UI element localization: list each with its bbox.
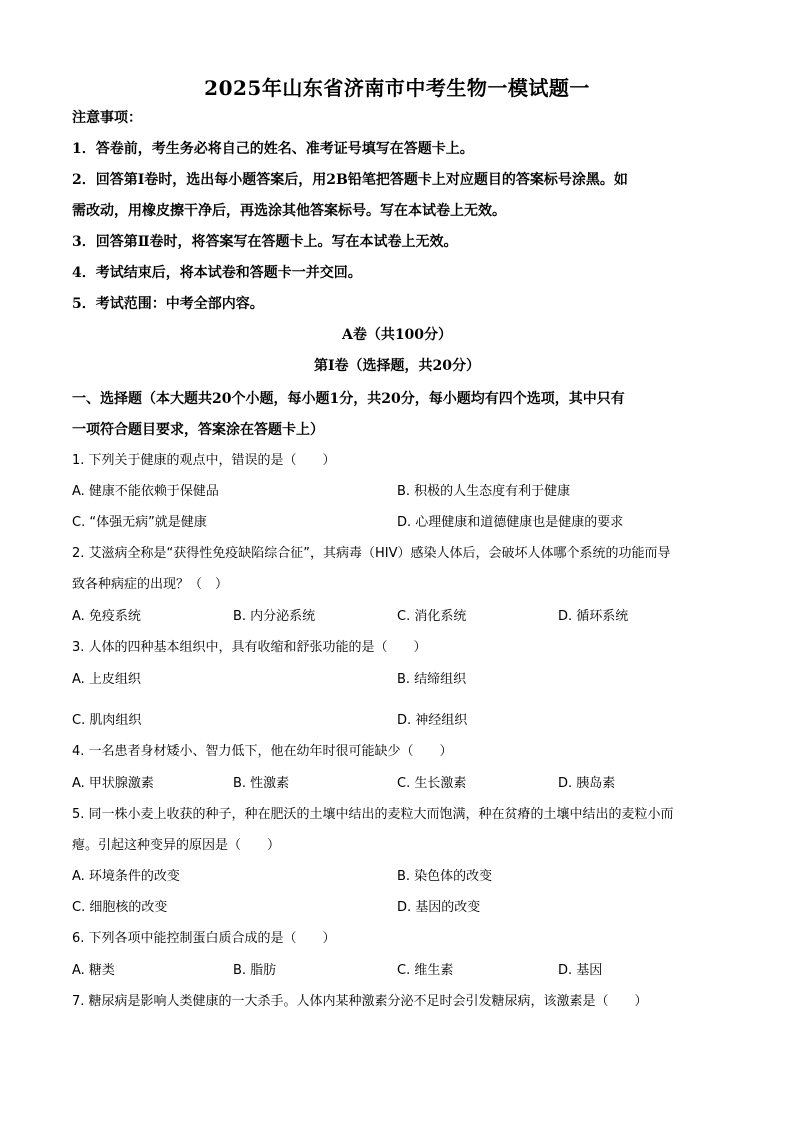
page-title: 2025年山东省济南市中考生物一模试题一 xyxy=(204,76,590,100)
option-d: D. 基因 xyxy=(558,963,603,978)
question-stem: 7. 糖尿病是影响人类健康的一大杀手。人体内某种激素分泌不足时会引发糖尿病，该激素是（ ） xyxy=(72,994,648,1009)
notice-item: 5．考试范围：中考全部内容。 xyxy=(72,296,264,312)
option-b: B. 积极的人生态度有利于健康 xyxy=(397,484,571,499)
notice-item: 需改动，用橡皮擦干净后，再选涂其他答案标号。写在本试卷上无效。 xyxy=(72,203,506,219)
notice-heading: 注意事项： xyxy=(72,110,142,126)
notice-item: 2．回答第Ⅰ卷时，选出每小题答案后，用2B铅笔把答题卡上对应题目的答案标号涂黑。如 xyxy=(72,172,628,188)
option-d: D. 胰岛素 xyxy=(558,776,616,791)
option-b: B. 脂肪 xyxy=(233,963,277,978)
option-b: B. 结缔组织 xyxy=(397,672,467,687)
notice-item: 4．考试结束后，将本试卷和答题卡一并交回。 xyxy=(72,265,362,281)
notice-item: 1．答卷前，考生务必将自己的姓名、准考证号填写在答题卡上。 xyxy=(72,141,474,157)
option-c: C. 维生素 xyxy=(397,963,454,978)
option-d: D. 神经组织 xyxy=(397,713,468,728)
question-stem: 2. 艾滋病全称是“获得性免疫缺陷综合征”，其病毒（HIV）感染人体后，会破坏人体哪个系统的功能而导 xyxy=(72,546,671,561)
option-b: B. 性激素 xyxy=(233,776,290,791)
option-a: A. 甲状腺激素 xyxy=(72,776,154,791)
section-heading: 一、选择题（本大题共20个小题，每小题1分，共20分，每小题均有四个选项，其中只有 xyxy=(72,391,625,407)
option-a: A. 上皮组织 xyxy=(72,672,141,687)
part1-heading: 第Ⅰ卷（选择题，共20分） xyxy=(313,358,481,374)
option-b: B. 内分泌系统 xyxy=(233,609,316,624)
option-c: C. 肌肉组织 xyxy=(72,713,142,728)
option-d: D. 心理健康和道德健康也是健康的要求 xyxy=(397,515,624,530)
question-stem: 1. 下列关于健康的观点中，错误的是（ ） xyxy=(72,453,336,468)
option-c: C. “体强无病”就是健康 xyxy=(72,515,207,530)
option-a: A. 免疫系统 xyxy=(72,609,141,624)
option-d: D. 基因的改变 xyxy=(397,900,481,915)
question-stem-cont: 致各种病症的出现？（ ） xyxy=(72,577,229,592)
section-heading-cont: 一项符合题目要求，答案涂在答题卡上） xyxy=(72,422,324,438)
option-c: C. 生长激素 xyxy=(397,776,467,791)
question-stem: 6. 下列各项中能控制蛋白质合成的是（ ） xyxy=(72,931,336,946)
question-stem-cont: 瘪。引起这种变异的原因是（ ） xyxy=(72,838,281,853)
option-b: B. 染色体的改变 xyxy=(397,869,493,884)
volume-a-heading: A卷（共100分） xyxy=(341,327,453,343)
question-stem: 5. 同一株小麦上收获的种子，种在肥沃的土壤中结出的麦粒大而饱满，种在贫瘠的土壤中结出的麦粒小而 xyxy=(72,807,674,822)
option-c: C. 细胞核的改变 xyxy=(72,900,168,915)
option-a: A. 环境条件的改变 xyxy=(72,869,180,884)
option-a: A. 健康不能依赖于保健品 xyxy=(72,484,219,499)
question-stem: 3. 人体的四种基本组织中，具有收缩和舒张功能的是（ ） xyxy=(72,640,427,655)
option-a: A. 糖类 xyxy=(72,963,115,978)
notice-item: 3．回答第Ⅱ卷时，将答案写在答题卡上。写在本试卷上无效。 xyxy=(72,234,458,250)
option-c: C. 消化系统 xyxy=(397,609,467,624)
question-stem: 4. 一名患者身材矮小、智力低下，他在幼年时很可能缺少（ ） xyxy=(72,744,453,759)
option-d: D. 循环系统 xyxy=(558,609,629,624)
